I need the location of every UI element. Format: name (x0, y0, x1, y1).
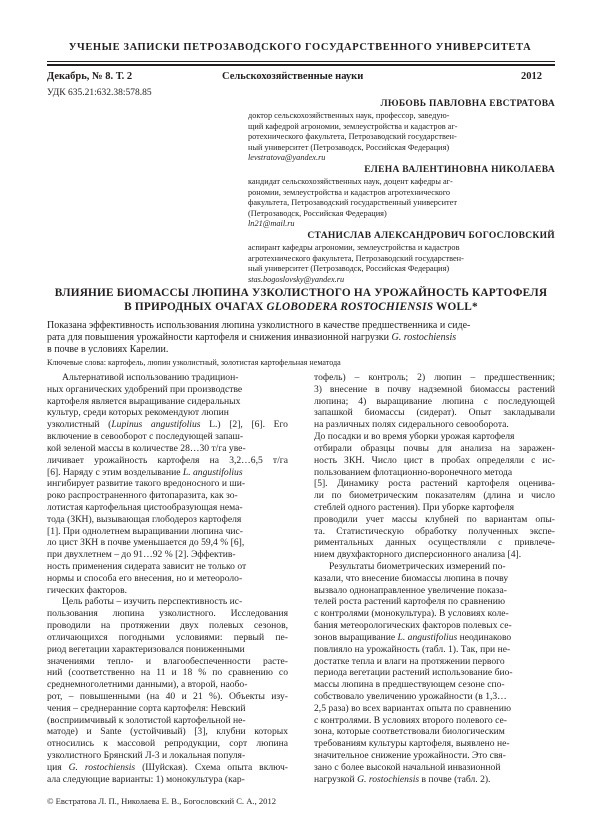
text-line: кой зеленой массы в количестве 28…30 т/га уве- (47, 442, 246, 454)
text-line: нагрузкой G. rostochiensis в почве (табл. 2). (314, 773, 491, 785)
body-column-right (314, 372, 555, 785)
text-line: картофеля является выращивание сидеральных (47, 395, 241, 407)
text-line: Результаты биометрических измерений по- (329, 561, 506, 572)
text-line: Альтернативой использованию традицион- (62, 372, 239, 383)
text-line: (восприимчивый к золотистой картофельной не- (47, 714, 246, 726)
text-line: ло цист ЗКН в почве уменьшается до 59,4 % [6], (47, 537, 245, 549)
text-line: чения – среднеранние сорта картофеля: Невский (47, 702, 246, 714)
text-line: требованиям культуры картофеля, выявлено не- (314, 738, 510, 750)
journal-title: УЧЕНЫЕ ЗАПИСКИ ПЕТРОЗАВОДСКОГО ГОСУДАРСТВЕННОГО УНИВЕРСИТЕТА (68, 42, 532, 53)
text-line: зано с более высокой начальной инвазионной (314, 761, 501, 773)
text-line: казали, что внесение биомассы люпина в почву (314, 572, 509, 584)
text-line: включение в севооборот с последующей запаш- (47, 431, 244, 443)
text-line: зона, которые соответствовали биологическим (314, 726, 505, 738)
text-line: [5]. Динамику роста растений картофеля оценива- (314, 478, 555, 490)
text-line: [6]. Наряду с этим возделывание L. angustifolius (47, 466, 243, 478)
text-line: ли по биометрическим показателям (длина и число (314, 490, 555, 502)
text-line: достатке тепла и влаги на протяжении первого (314, 655, 505, 667)
header-rule-bottom (47, 64, 555, 66)
text-line: значениями тепло- и влагообеспеченности расте- (47, 655, 288, 667)
author-affiliation: кандидат сельскохозяйственных наук, доцент кафедры аг- рономии, землеустройства и кадастров агротехнического факультета, Петрозаводский государственный университет (Петрозаводск, Российская Федерация) ln21@mail.ru (248, 177, 555, 230)
text-line: рот, – повышенными (на 40 и 21 %). Объекты изу- (47, 690, 288, 702)
text-line: Цель работы – изучить перспективность ис- (62, 596, 243, 608)
text-line: среднемноголетними данными), а второй, наобо- (47, 679, 248, 691)
text-line: отбирали образцы почвы для анализа на заражен- (314, 442, 555, 454)
text-line: периода вегетации растений использование био- (314, 667, 513, 679)
text-line: повлияло на урожайность (табл. 1). Так, при не- (314, 643, 511, 655)
text-line: проводили на протяжении двух полевых сезонов, (47, 620, 288, 632)
text-line: отличающихся погодными условиями: первый пе- (47, 631, 288, 643)
author-name: ЛЮБОВЬ ПАВЛОВНА ЕВСТРАТОВА (380, 99, 555, 109)
text-line: тофель) – контроль; 2) люпин – предшественник; (314, 372, 555, 383)
copyright: © Евстратова Л. П., Николаева Е. В., Богословский С. А., 2012 (47, 796, 277, 806)
text-line: матоде) и Sante (устойчивый) [3], клубни которых (47, 726, 288, 738)
text-line: узколистный (Lupinus angustifolius L.) [2], [6]. Его (47, 419, 288, 431)
abstract: Показана эффективность использования люпина узколистного в качестве предшественника и сиде- рата для повышения урожайности картофеля и снижения инвазионной нагрузки G. rostochiensis в почве в условиях Карелии. (47, 320, 471, 356)
text-line: роко распространенного фитопаразита, как зо- (47, 490, 238, 502)
text-line: ных органических удобрений при производстве (47, 383, 243, 395)
author-affiliation: доктор сельскохозяйственных наук, профессор, заведую- щий кафедрой агрономии, землеустройства и кадастров аг- ротехнического факультета, Петрозаводский государствен- ный университет (Петрозаводск, Российская Федерация) levstratova@yandex.ru (248, 111, 555, 164)
text-line: ность применения сидерата зависит не только от (47, 561, 247, 572)
text-line: риментальных данных осуществляли с привлече- (314, 537, 555, 549)
text-line: на различных полях сидерального севооборота. (314, 419, 509, 431)
text-line: лотистая картофельная цистообразующая нема- (47, 501, 243, 513)
author-email: levstratova@yandex.ru (248, 153, 326, 163)
author-affiliation: аспирант кафедры агрономии, землеустройства и кадастров агротехнического факультета, Петрозаводский государствен- ный университет (Петрозаводск, Российская Федерация) stas.bogoslovsky@yandex.ru (248, 243, 555, 285)
text-line: До посадки и во время уборки урожая картофеля (314, 431, 515, 443)
text-line: личивает урожайность картофеля на 3,2…6,5 т/га (47, 454, 288, 466)
text-line: бания метеорологических факторов полевых се- (314, 620, 512, 632)
text-line: зонов выращивание L. angustifolius неодинаково (314, 631, 512, 643)
section-name: Сельскохозяйственные науки (222, 71, 364, 82)
text-line: культур, среди которых рекомендуют люпин (47, 407, 229, 419)
text-line: [1]. При однолетнем выращивании люпина чис- (47, 525, 243, 537)
text-line: узколистного Брянский Л-3 и локальная популя- (47, 750, 246, 761)
text-line: с контролями. В условиях второго полевого се- (314, 714, 507, 726)
text-line: 2,5 раза) во всех вариантах опыта по сравнению (314, 702, 512, 714)
author-email: ln21@mail.ru (248, 219, 295, 229)
issue-year: 2012 (521, 71, 542, 82)
text-line: тода (ЗКН), вызывающая глободероз картофеля (47, 513, 242, 525)
text-line: ала следующие варианты: 1) монокультура (кар- (47, 773, 245, 785)
keywords: Ключевые слова: картофель, люпин узколистный, золотистая картофельная нематода (47, 358, 341, 367)
text-line: люпина; 4) выращивание люпина с последующей (314, 395, 555, 407)
author-name: СТАНИСЛАВ АЛЕКСАНДРОВИЧ БОГОСЛОВСКИЙ (307, 231, 555, 241)
text-line: пользованием флотационно-воронечного метода (314, 466, 513, 478)
udk-code: УДК 635.21:632.38:578.85 (47, 88, 152, 98)
text-line: ингибирует развитие такого вредоносного и ши- (47, 478, 246, 490)
author-name: ЕЛЕНА ВАЛЕНТИНОВНА НИКОЛАЕВА (364, 165, 555, 175)
text-line: 3) внесение в почву надземной биомассы растений (314, 383, 555, 395)
text-line: с контролями (монокультура). В условиях коле- (314, 608, 509, 620)
body-column-left (47, 372, 288, 785)
author-email: stas.bogoslovsky@yandex.ru (248, 274, 345, 284)
text-line: та. Статистическую обработку полученных экспе- (314, 525, 555, 537)
text-line: стеблей одного растения). При уборке картофеля (314, 501, 515, 513)
issue-info: Декабрь, № 8. Т. 2 (47, 71, 133, 82)
text-line: ний (соответственно на 11 и 18 % по сравнению со (47, 667, 288, 679)
text-line: нормы и способа его внесения, но и метеороло- (47, 572, 243, 584)
text-line: риод вегетации характеризовался пониженными (47, 643, 245, 655)
text-line: массы люпина в предшествующем сезоне спо- (314, 679, 505, 691)
header-rule-top (47, 61, 555, 62)
text-line: значительное снижение урожайности. Это свя- (314, 750, 506, 761)
text-line: проводили учет массы клубней по вариантам опы- (314, 513, 555, 525)
text-line: ция G. rostochiensis (Шуйская). Схема опыта включ- (47, 761, 288, 773)
text-line: пользования люпина узколистного. Исследования (47, 608, 288, 620)
text-line: собствовало увеличению урожайности (в 1,3… (314, 690, 507, 702)
text-line: гических факторов. (47, 584, 128, 596)
text-line: запашкой биомассы (сидерат). Опыт закладывали (314, 407, 555, 419)
article-title: ВЛИЯНИЕ БИОМАССЫ ЛЮПИНА УЗКОЛИСТНОГО НА УРОЖАЙНОСТЬ КАРТОФЕЛЯ В ПРИРОДНЫХ ОЧАГАХ GLOBODERA ROSTOCHIENSIS WOLL* (54, 287, 548, 313)
text-line: телей роста растений картофеля по сравнению (314, 596, 506, 608)
text-line: ность ЗКН. Число цист в пробах определяли с ис- (314, 454, 555, 466)
text-line: вызвало однонаправленное увеличение показа- (314, 584, 507, 596)
text-line: нием двухфакторного дисперсионного анализа [4]. (314, 549, 522, 561)
text-line: относились к массовой репродукции, сорт люпина (47, 738, 288, 750)
text-line: при двухлетнем – до 91…92 % [2]. Эффектив- (47, 549, 236, 561)
